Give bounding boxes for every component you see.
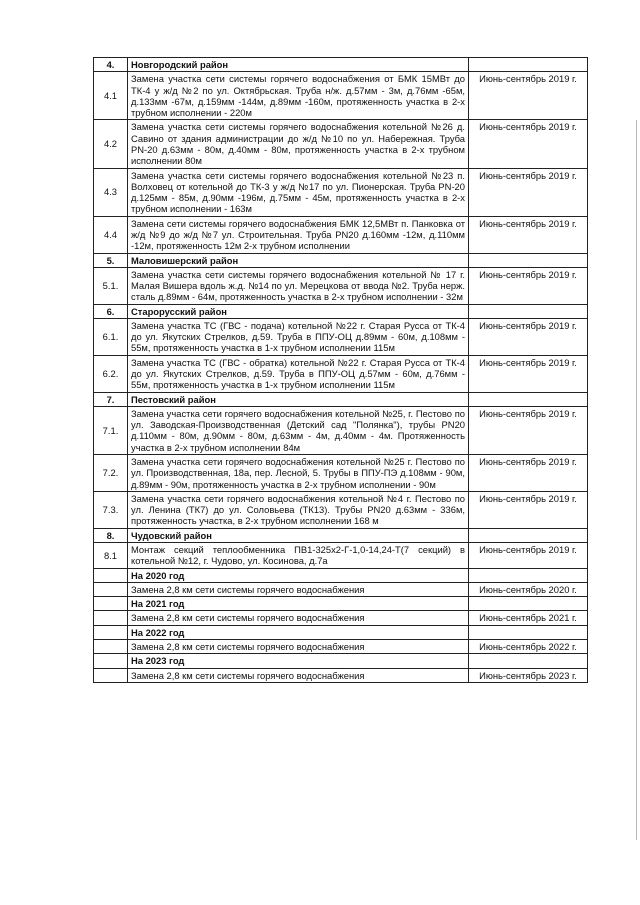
work-description: Монтаж секций теплообменника ПВ1-325х2-Г-1,0-14,24-Т(7 секций) в котельной №12, г. Чудово, ул. Косинова, д.7а [128, 542, 469, 568]
table-row [94, 267, 588, 304]
work-description: Замена 2,8 км сети системы горячего водоснабжения [128, 582, 469, 596]
work-period: Июнь-сентябрь 2019 г. [469, 168, 588, 216]
work-description: Замена 2,8 км сети системы горячего водоснабжения [128, 668, 469, 682]
table-row [94, 72, 588, 120]
work-period [469, 304, 588, 318]
row-number: 4.4 [94, 216, 128, 253]
work-description: Замена участка сети системы горячего водоснабжения котельной №23 п. Волховец от котельной до ТК-3 у ж/д №17 по ул. Пионерская. Труба PN-20 д.125мм - 85м, д.90мм -196м, д.75мм - 45м, протяженность участка в 2-х трубном исполнении - 163м [128, 168, 469, 216]
row-number: 8.1 [94, 542, 128, 568]
year-header-row [94, 625, 588, 639]
district-header-row [94, 392, 588, 406]
work-period: Июнь-сентябрь 2019 г. [469, 120, 588, 168]
work-period [469, 58, 588, 72]
table-row [94, 168, 588, 216]
work-plan-table [93, 57, 588, 683]
work-period: Июнь-сентябрь 2019 г. [469, 542, 588, 568]
work-description: Замена участка сети горячего водоснабжения котельной №25, г. Пестово по ул. Заводская-Производственная (Детский сад "Полянка"), трубы PN20 д.110мм - 80м, д.90мм - 80м, д.63мм - 4м, д.40мм - 4м. Протяженность участка в 2-х трубном исполнении 84м [128, 406, 469, 454]
table-row [94, 120, 588, 168]
work-description: Замена 2,8 км сети системы горячего водоснабжения [128, 639, 469, 653]
row-number: 4.1 [94, 72, 128, 120]
work-description: Замена участка сети системы горячего водоснабжения котельной №26 д. Савино от здания администрации до ж/д №10 по ул. Набережная. Труба PN-20 д.63мм - 80м, д.40мм - 80м, протяженность участка в 2-х трубном исполнении 80м [128, 120, 469, 168]
work-period [469, 528, 588, 542]
row-number [94, 639, 128, 653]
row-number [94, 625, 128, 639]
work-period [469, 253, 588, 267]
table-row [94, 582, 588, 596]
work-description: Замена участка ТС (ГВС - обратка) котельной №22 г. Старая Русса от ТК-4 до ул. Якутских Стрелков, д.59. Труба в ППУ-ОЦ д.57мм - 60м, д.76мм - 55м, протяженность участка в 1-х трубном исполнении 115м [128, 355, 469, 392]
row-number [94, 668, 128, 682]
district-name: Старорусский район [128, 304, 469, 318]
work-description: Замена участка ТС (ГВС - подача) котельной №22 г. Старая Русса от ТК-4 до ул. Якутских Стрелков, д.59. Труба в ППУ-ОЦ д.89мм - 60м, д.108мм - 55м, протяженность участка в 1-х трубном исполнении 115м [128, 318, 469, 355]
work-period [469, 654, 588, 668]
work-description: Замена 2,8 км сети системы горячего водоснабжения [128, 611, 469, 625]
row-number: 7.1. [94, 406, 128, 454]
year-label: На 2023 год [128, 654, 469, 668]
table-row [94, 542, 588, 568]
row-number [94, 654, 128, 668]
work-period: Июнь-сентябрь 2019 г. [469, 318, 588, 355]
work-description: Замена участка сети горячего водоснабжения котельной №4 г. Пестово по ул. Ленина (ТК7) до ул. Соловьева (ТК13). Трубы PN20 д.63мм - 336м, протяженность участка, в 2-х трубном исполнении 168 м [128, 491, 469, 528]
table-row [94, 668, 588, 682]
district-header-row [94, 304, 588, 318]
table-row [94, 491, 588, 528]
table-row [94, 216, 588, 253]
work-period: Июнь-сентябрь 2019 г. [469, 355, 588, 392]
scan-edge-line [636, 120, 637, 840]
district-header-row [94, 253, 588, 267]
work-period: Июнь-сентябрь 2019 г. [469, 216, 588, 253]
work-period [469, 568, 588, 582]
work-period: Июнь-сентябрь 2019 г. [469, 455, 588, 492]
table-row [94, 611, 588, 625]
work-period [469, 597, 588, 611]
year-label: На 2022 год [128, 625, 469, 639]
row-number: 6.1. [94, 318, 128, 355]
district-header-row [94, 528, 588, 542]
work-description: Замена участка сети системы горячего водоснабжения от БМК 15МВт до ТК-4 у ж/д №2 по ул. Октябрьская. Труба н/ж. д.57мм - 3м, д.76мм -65м, д.133мм -67м, д.159мм -144м, д.89мм -160м, протяженность участка в 2-х трубном исполнении - 220м [128, 72, 469, 120]
work-period: Июнь-сентябрь 2019 г. [469, 406, 588, 454]
table-row [94, 406, 588, 454]
work-period: Июнь-сентябрь 2019 г. [469, 491, 588, 528]
year-label: На 2021 год [128, 597, 469, 611]
row-number: 4.2 [94, 120, 128, 168]
row-number: 6.2. [94, 355, 128, 392]
work-description: Замена сети системы горячего водоснабжения БМК 12,5МВт п. Панковка от ж/д №9 до ж/д №7 ул. Строительная. Труба PN20 д.160мм -12м, д.110мм -12м, протяженность 12м 2-х трубном исполнении [128, 216, 469, 253]
work-period: Июнь-сентябрь 2021 г. [469, 611, 588, 625]
row-number: 5. [94, 253, 128, 267]
work-period: Июнь-сентябрь 2022 г. [469, 639, 588, 653]
table-row [94, 455, 588, 492]
row-number: 5.1. [94, 267, 128, 304]
row-number [94, 582, 128, 596]
row-number [94, 597, 128, 611]
row-number [94, 611, 128, 625]
year-header-row [94, 654, 588, 668]
district-name: Пестовский район [128, 392, 469, 406]
work-period [469, 625, 588, 639]
table-row [94, 318, 588, 355]
table-row [94, 355, 588, 392]
row-number: 4.3 [94, 168, 128, 216]
work-period: Июнь-сентябрь 2019 г. [469, 267, 588, 304]
district-header-row [94, 58, 588, 72]
row-number [94, 568, 128, 582]
row-number: 6. [94, 304, 128, 318]
row-number: 7.2. [94, 455, 128, 492]
row-number: 8. [94, 528, 128, 542]
year-header-row [94, 597, 588, 611]
work-description: Замена участка сети системы горячего водоснабжения котельной № 17 г. Малая Вишера вдоль ж.д. №14 по ул. Мерецкова от ввода №2. Труба нерж. сталь д.89мм - 64м, протяженность участка в 2-х трубном исполнении - 32м [128, 267, 469, 304]
work-description: Замена участка сети горячего водоснабжения котельной №25 г. Пестово по ул. Производственная, 18а, пер. Лесной, 5. Трубы в ППУ-ПЭ д.108мм - 90м, д.89мм - 90м, протяженность участка в 2-х трубном исполнении - 90м [128, 455, 469, 492]
work-period: Июнь-сентябрь 2023 г. [469, 668, 588, 682]
district-name: Маловишерский район [128, 253, 469, 267]
row-number: 7. [94, 392, 128, 406]
row-number: 7.3. [94, 491, 128, 528]
year-header-row [94, 568, 588, 582]
district-name: Новгородский район [128, 58, 469, 72]
work-period: Июнь-сентябрь 2020 г. [469, 582, 588, 596]
table-body [94, 58, 588, 683]
district-name: Чудовский район [128, 528, 469, 542]
row-number: 4. [94, 58, 128, 72]
work-period: Июнь-сентябрь 2019 г. [469, 72, 588, 120]
year-label: На 2020 год [128, 568, 469, 582]
table-row [94, 639, 588, 653]
work-period [469, 392, 588, 406]
